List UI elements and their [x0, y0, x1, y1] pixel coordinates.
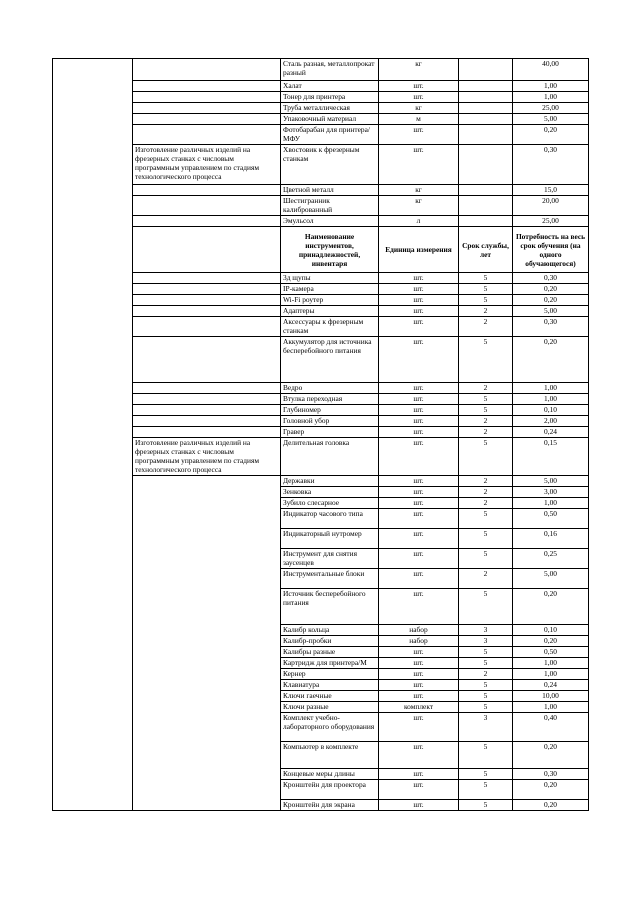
item-unit: шт. — [379, 529, 459, 549]
item-life: 2 — [459, 317, 513, 337]
item-name: Эмульсол — [281, 216, 379, 227]
table-row — [53, 216, 589, 227]
item-need: 0,20 — [513, 589, 589, 625]
table-row — [53, 284, 589, 295]
item-life: 5 — [459, 337, 513, 383]
item-need: 20,00 — [513, 196, 589, 216]
item-life: 5 — [459, 438, 513, 476]
item-unit: шт. — [379, 589, 459, 625]
item-life — [459, 114, 513, 125]
item-need: 0,20 — [513, 337, 589, 383]
item-life: 5 — [459, 742, 513, 769]
table-row — [53, 438, 589, 476]
item-unit: шт. — [379, 487, 459, 498]
process-cell — [133, 306, 281, 317]
table-row — [53, 92, 589, 103]
item-life: 2 — [459, 383, 513, 394]
item-need: 25,00 — [513, 103, 589, 114]
item-life: 5 — [459, 780, 513, 800]
item-name: Аккумулятор для источника бесперебойного питания — [281, 337, 379, 383]
item-name: Калибр кольца — [281, 625, 379, 636]
item-life: 5 — [459, 769, 513, 780]
item-need: 0,24 — [513, 427, 589, 438]
item-life: 5 — [459, 509, 513, 529]
table-row — [53, 114, 589, 125]
item-name: Кронштейн для проектора — [281, 780, 379, 800]
process-cell — [133, 273, 281, 284]
item-need: 0,10 — [513, 405, 589, 416]
item-name: Труба металлическая — [281, 103, 379, 114]
item-unit: шт. — [379, 317, 459, 337]
item-life — [459, 92, 513, 103]
item-need: 0,20 — [513, 742, 589, 769]
item-need: 1,00 — [513, 658, 589, 669]
item-name: Хвостовик к фрезерным станкам — [281, 145, 379, 185]
item-name: Ключи разные — [281, 702, 379, 713]
item-unit: шт. — [379, 383, 459, 394]
item-unit: кг — [379, 59, 459, 81]
item-life: 5 — [459, 658, 513, 669]
item-life: 2 — [459, 427, 513, 438]
item-unit: шт. — [379, 800, 459, 811]
item-unit: шт. — [379, 284, 459, 295]
process-name: Изготовление различных изделий на фрезерных станках с числовым программным управлением по стадиям технологического процесса — [133, 145, 281, 185]
item-need: 0,10 — [513, 625, 589, 636]
item-life: 3 — [459, 636, 513, 647]
item-unit: кг — [379, 103, 459, 114]
process-cell — [133, 405, 281, 416]
process-cell — [133, 125, 281, 145]
item-life — [459, 59, 513, 81]
item-need: 0,20 — [513, 284, 589, 295]
item-need: 0,20 — [513, 295, 589, 306]
item-name: Концевые меры длины — [281, 769, 379, 780]
table-row — [53, 295, 589, 306]
item-name: Шестигранник калиброванный — [281, 196, 379, 216]
table-row — [53, 145, 589, 185]
item-name: 3д щупы — [281, 273, 379, 284]
item-life: 5 — [459, 284, 513, 295]
item-unit: шт. — [379, 125, 459, 145]
item-life — [459, 196, 513, 216]
item-life: 5 — [459, 702, 513, 713]
item-unit: шт. — [379, 306, 459, 317]
table-row — [53, 476, 589, 487]
item-name: Комплект учебно-лабораторного оборудования — [281, 713, 379, 742]
item-need: 40,00 — [513, 59, 589, 81]
process-name: Изготовление различных изделий на фрезерных станках с числовым программным управлением по стадиям технологического процесса — [133, 438, 281, 476]
item-unit: шт. — [379, 427, 459, 438]
item-need: 0,30 — [513, 769, 589, 780]
item-life — [459, 103, 513, 114]
item-name: Картридж для принтера/М — [281, 658, 379, 669]
table-row — [53, 273, 589, 284]
item-need: 1,00 — [513, 669, 589, 680]
process-cell — [133, 114, 281, 125]
table-row — [53, 427, 589, 438]
item-name: Головной убор — [281, 416, 379, 427]
item-unit: шт. — [379, 273, 459, 284]
item-life: 5 — [459, 529, 513, 549]
item-unit: шт. — [379, 92, 459, 103]
item-need: 0,30 — [513, 273, 589, 284]
table-row — [53, 81, 589, 92]
item-name: Упаковочный материал — [281, 114, 379, 125]
table-row — [53, 405, 589, 416]
process-cell — [133, 416, 281, 427]
item-name: Тонер для принтера — [281, 92, 379, 103]
process-cell — [133, 383, 281, 394]
item-need: 1,00 — [513, 81, 589, 92]
table-row — [53, 306, 589, 317]
item-life: 2 — [459, 306, 513, 317]
item-need: 0,20 — [513, 780, 589, 800]
item-life: 5 — [459, 691, 513, 702]
item-unit: шт. — [379, 691, 459, 702]
item-name: Компьютер в комплекте — [281, 742, 379, 769]
item-unit: шт. — [379, 337, 459, 383]
table-row — [53, 317, 589, 337]
item-name: Зубило слесарное — [281, 498, 379, 509]
table-row — [53, 196, 589, 216]
process-cell — [133, 92, 281, 103]
item-unit: шт. — [379, 669, 459, 680]
item-name: Аксессуары к фрезерным станкам — [281, 317, 379, 337]
process-cell — [133, 476, 281, 811]
item-name: Зенковка — [281, 487, 379, 498]
process-cell — [133, 216, 281, 227]
process-cell — [133, 394, 281, 405]
item-unit: шт. — [379, 81, 459, 92]
item-need: 0,30 — [513, 145, 589, 185]
item-life: 2 — [459, 416, 513, 427]
item-life: 5 — [459, 295, 513, 306]
item-name: Фотобарабан для принтера/МФУ — [281, 125, 379, 145]
item-life — [459, 81, 513, 92]
requirements-table — [52, 58, 589, 811]
item-need: 5,00 — [513, 114, 589, 125]
blank-cell — [53, 59, 133, 811]
item-need: 0,50 — [513, 509, 589, 529]
header-row — [53, 227, 589, 273]
table-row — [53, 383, 589, 394]
item-need: 0,30 — [513, 317, 589, 337]
item-life: 5 — [459, 273, 513, 284]
item-life: 2 — [459, 669, 513, 680]
item-life: 5 — [459, 549, 513, 569]
item-need: 5,00 — [513, 306, 589, 317]
item-need: 0,20 — [513, 800, 589, 811]
process-cell — [133, 227, 281, 273]
item-name: Индикаторный нутромер — [281, 529, 379, 549]
item-name: Ведро — [281, 383, 379, 394]
item-unit: кг — [379, 196, 459, 216]
table-body — [53, 59, 589, 811]
item-unit: шт. — [379, 394, 459, 405]
process-cell — [133, 103, 281, 114]
item-name: Ключи гаечные — [281, 691, 379, 702]
item-name: Кронштейн для экрана — [281, 800, 379, 811]
item-need: 15,0 — [513, 185, 589, 196]
item-name: Инструментальные блоки — [281, 569, 379, 589]
item-need: 1,00 — [513, 383, 589, 394]
item-unit: шт. — [379, 680, 459, 691]
item-unit: шт. — [379, 658, 459, 669]
item-unit: шт. — [379, 416, 459, 427]
item-name: Калибр-пробки — [281, 636, 379, 647]
item-need: 0,50 — [513, 647, 589, 658]
item-name: Инструмент для снятия заусенцев — [281, 549, 379, 569]
item-unit: шт. — [379, 549, 459, 569]
item-unit: шт. — [379, 295, 459, 306]
item-life: 5 — [459, 647, 513, 658]
item-life: 3 — [459, 713, 513, 742]
table-row — [53, 337, 589, 383]
item-name: Сталь разная, металлопрокат разный — [281, 59, 379, 81]
item-name: Калибры разные — [281, 647, 379, 658]
process-cell — [133, 317, 281, 337]
item-need: 25,00 — [513, 216, 589, 227]
header-unit: Единица измерения — [379, 227, 459, 273]
header-need: Потребность на весь срок обучения (на одного обучающегося) — [513, 227, 589, 273]
item-life: 5 — [459, 800, 513, 811]
table-row — [53, 416, 589, 427]
item-life: 5 — [459, 680, 513, 691]
item-life — [459, 216, 513, 227]
header-name: Наименование инструментов, принадлежностей, инвентаря — [281, 227, 379, 273]
item-name: Гравер — [281, 427, 379, 438]
item-unit: шт. — [379, 780, 459, 800]
item-unit: шт. — [379, 438, 459, 476]
item-unit: набор — [379, 636, 459, 647]
item-name: Индикатор часового типа — [281, 509, 379, 529]
item-name: Втулка переходная — [281, 394, 379, 405]
item-life — [459, 145, 513, 185]
process-cell — [133, 337, 281, 383]
table-row — [53, 185, 589, 196]
item-unit: шт. — [379, 569, 459, 589]
item-unit: шт. — [379, 405, 459, 416]
item-need: 0,16 — [513, 529, 589, 549]
item-life: 5 — [459, 405, 513, 416]
item-need: 1,00 — [513, 702, 589, 713]
item-unit: набор — [379, 625, 459, 636]
item-name: Глубиномер — [281, 405, 379, 416]
item-unit: комплект — [379, 702, 459, 713]
table-row — [53, 125, 589, 145]
item-life: 2 — [459, 487, 513, 498]
item-unit: шт. — [379, 647, 459, 658]
item-need: 1,00 — [513, 394, 589, 405]
item-unit: м — [379, 114, 459, 125]
item-name: Адаптеры — [281, 306, 379, 317]
process-cell — [133, 185, 281, 196]
item-unit: л — [379, 216, 459, 227]
table-row — [53, 59, 589, 81]
item-unit: шт. — [379, 769, 459, 780]
item-unit: шт. — [379, 713, 459, 742]
item-life: 2 — [459, 569, 513, 589]
item-name: Wi-Fi роутер — [281, 295, 379, 306]
table-row — [53, 103, 589, 114]
header-life: Срок службы, лет — [459, 227, 513, 273]
item-need: 0,25 — [513, 549, 589, 569]
process-cell — [133, 59, 281, 81]
item-need: 0,20 — [513, 125, 589, 145]
process-cell — [133, 81, 281, 92]
item-need: 2,00 — [513, 416, 589, 427]
process-cell — [133, 284, 281, 295]
item-need: 1,00 — [513, 92, 589, 103]
item-need: 5,00 — [513, 569, 589, 589]
item-name: Цветной металл — [281, 185, 379, 196]
item-name: Халат — [281, 81, 379, 92]
item-life — [459, 125, 513, 145]
item-name: Делительная головка — [281, 438, 379, 476]
item-name: Клавиатура — [281, 680, 379, 691]
item-unit: шт. — [379, 509, 459, 529]
item-life: 5 — [459, 589, 513, 625]
item-unit: кг — [379, 185, 459, 196]
item-life — [459, 185, 513, 196]
process-cell — [133, 295, 281, 306]
item-name: Источник бесперебойного питания — [281, 589, 379, 625]
item-need: 0,40 — [513, 713, 589, 742]
process-cell — [133, 196, 281, 216]
item-unit: шт. — [379, 476, 459, 487]
table-row — [53, 394, 589, 405]
item-name: IP-камера — [281, 284, 379, 295]
item-name: Державки — [281, 476, 379, 487]
item-name: Кернер — [281, 669, 379, 680]
process-cell — [133, 427, 281, 438]
item-need: 5,00 — [513, 476, 589, 487]
item-need: 1,00 — [513, 498, 589, 509]
item-need: 0,15 — [513, 438, 589, 476]
item-need: 0,20 — [513, 636, 589, 647]
item-unit: шт. — [379, 498, 459, 509]
item-unit: шт. — [379, 145, 459, 185]
item-life: 2 — [459, 498, 513, 509]
item-need: 0,24 — [513, 680, 589, 691]
item-need: 10,00 — [513, 691, 589, 702]
item-need: 3,00 — [513, 487, 589, 498]
item-life: 2 — [459, 476, 513, 487]
item-life: 3 — [459, 625, 513, 636]
item-life: 5 — [459, 394, 513, 405]
item-unit: шт. — [379, 742, 459, 769]
